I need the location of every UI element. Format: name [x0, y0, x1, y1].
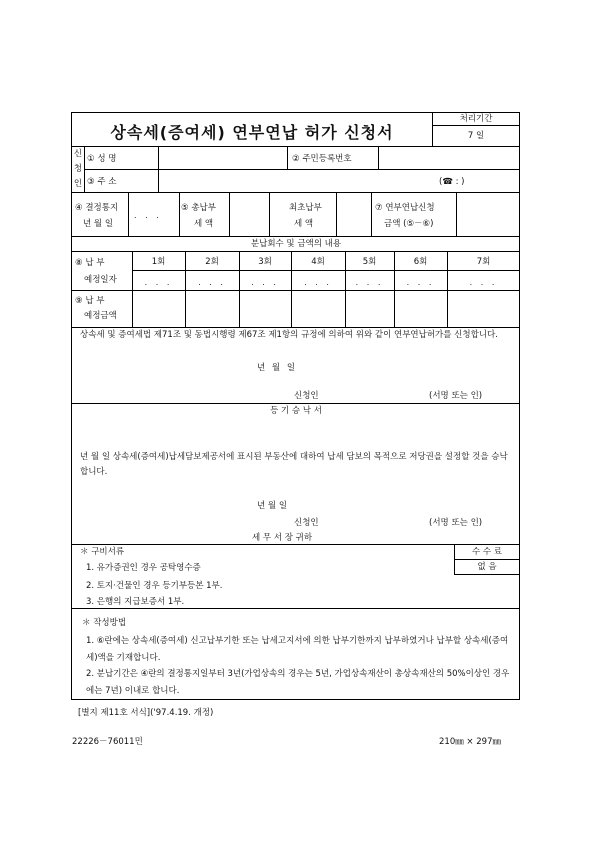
round-5: 5회	[362, 257, 377, 267]
round-2: 2회	[205, 257, 219, 267]
notice-date-label-1: ④ 결정통지	[75, 203, 119, 213]
round-7-dots: . . .	[469, 278, 498, 287]
row8-label-2: 예정일자	[84, 275, 117, 285]
row8-label-1: ⑧ 납 부	[75, 258, 105, 268]
round-4-dots: . . .	[304, 278, 332, 287]
applicant-side-label-3: 인	[73, 179, 83, 189]
round-2-dots: . . .	[198, 278, 226, 287]
form-number: [별지 제11호 서식]('97.4.19. 개정)	[78, 708, 214, 718]
row9-label-1: ⑨ 납 부	[75, 296, 105, 306]
round-5-dots: . . .	[355, 278, 384, 287]
applicant-side-label-1: 신	[73, 149, 83, 159]
round-1: 1회	[151, 257, 166, 267]
application-form	[71, 112, 520, 700]
processing-period-value: 7 일	[467, 131, 485, 141]
installments-header: 분납회수 및 금액의 내용	[250, 239, 342, 249]
instruction-item-1: 1. ⑥란에는 상속세(증여세) 신고납부기한 또는 납세고지서에 의한 납부기한까지 납부하였거나 납부할 상속세(증여세)액을 기재합니다.	[86, 636, 509, 663]
fee-value: 없 음	[477, 562, 497, 572]
applicant-side-label-2: 청	[73, 164, 83, 174]
total-tax-label-2: 세 액	[194, 219, 214, 229]
documents-heading: ＊ 구비서류	[80, 547, 125, 557]
annual-amount-label-2: 금액 (⑤－⑥)	[384, 219, 434, 229]
first-tax-label-1: 최초납부	[289, 203, 322, 213]
form-title: 상속세(증여세) 연부연납 허가 신청서	[110, 123, 394, 142]
phone-field: (☎ : )	[439, 177, 465, 187]
consent-addressee: 세 무 서 장 귀하	[252, 533, 313, 543]
notice-date-label-2: 년 월 일	[83, 219, 114, 229]
processing-period-label: 처리기간	[459, 114, 493, 124]
consent-text: 년 월 일 상속세(증여세)납세담보제공서에 표시된 부동산에 대하여 납세 담보의 목적으로 저당권을 설정할 것을 승낙합니다.	[80, 452, 508, 477]
round-3: 3회	[258, 257, 272, 267]
document-item-2: 2. 토지·건물인 경우 등기부등본 1부.	[86, 581, 223, 591]
application-applicant: 신청인	[294, 391, 319, 401]
row9-label-2: 예정금액	[84, 311, 117, 321]
consent-sign: (서명 또는 인)	[429, 518, 483, 528]
application-date: 년 월 일	[257, 363, 296, 373]
consent-date: 년 월 일	[257, 501, 288, 511]
annual-amount-label-1: ⑦ 연부연납신청	[375, 203, 435, 213]
round-7: 7회	[476, 257, 491, 267]
application-text: 상속세 및 증여세법 제71조 및 동법시행령 제67조 제1항의 규정에 의하여 위와 같이 연부연납허가를 신청합니다.	[80, 330, 498, 340]
first-tax-label-2: 세 액	[294, 219, 314, 229]
instructions-heading: ＊ 작성방법	[82, 618, 127, 628]
address-label: ③ 주 소	[87, 177, 117, 187]
round-1-dots: . . .	[144, 278, 173, 287]
paper-size: 210㎜ × 297㎜	[439, 737, 501, 747]
name-label: ① 성 명	[87, 154, 117, 164]
instruction-item-2: 2. 분납기간은 ④란의 결정통지일부터 3년(가업상속의 경우는 5년, 가업상속재산이 총상속재산의 50%이상인 경우에는 7년) 이내로 합니다.	[86, 669, 510, 696]
round-4: 4회	[311, 257, 325, 267]
total-tax-label-1: ⑤ 총납부	[181, 203, 216, 213]
consent-applicant: 신청인	[294, 518, 319, 528]
notice-date-dots: . . .	[134, 211, 162, 220]
document-item-3: 3. 은행의 지급보증서 1부.	[86, 597, 185, 607]
round-6: 6회	[413, 257, 428, 267]
application-sign: (서명 또는 인)	[429, 391, 483, 401]
fee-label: 수 수 료	[471, 547, 503, 557]
round-6-dots: . . .	[406, 278, 435, 287]
round-3-dots: . . .	[251, 278, 279, 287]
form-code: 22226－76011민	[72, 737, 143, 747]
document-item-1: 1. 유가증권인 경우 공탁영수증	[86, 563, 201, 573]
rrn-label: ② 주민등록번호	[292, 154, 352, 164]
consent-title: 등 기 승 낙 서	[270, 406, 322, 416]
